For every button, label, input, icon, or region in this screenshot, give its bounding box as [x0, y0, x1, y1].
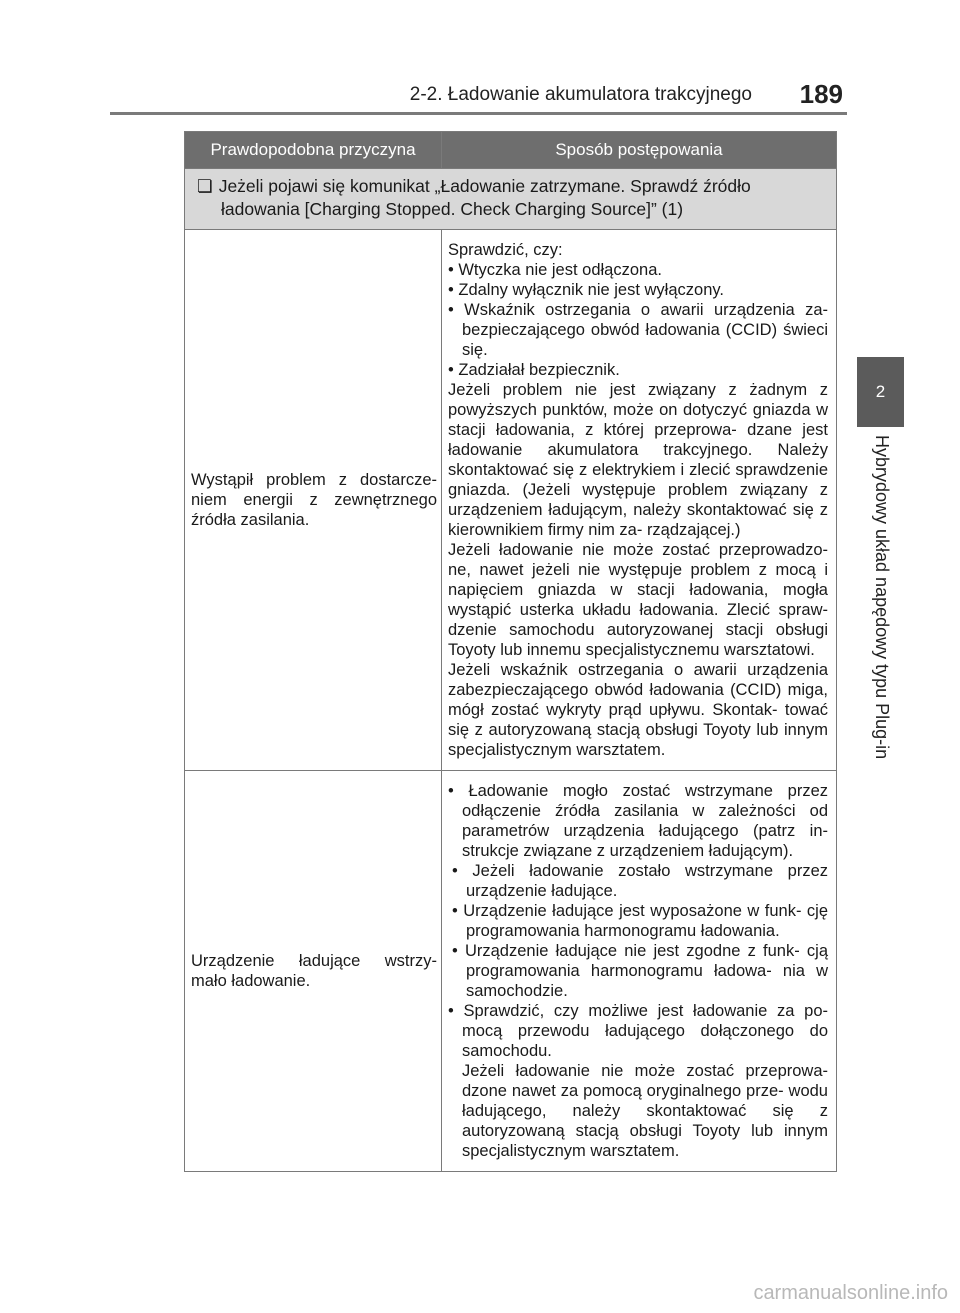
action-paragraph: Jeżeli problem nie jest związany z żadnym z powyższych punktów, może on dotyczyć gniazda w stacji ładowania, z której przeprowa- dzane jest ładowanie akumulatora trakcyjnego. Należy skontaktować się z elektrykiem i zlecić sprawdzenie gniazda. (Jeżeli występuje problem związany z urządzeniem ładującym, należy skontaktować się z kierownikiem firmy nim za- rządzającej.) [448, 381, 828, 539]
action-bullet: • Wskaźnik ostrzegania o awarii urządzenia za- bezpieczającego obwód ładowania (CCID) świeci się. [448, 301, 828, 359]
watermark: carmanualsonline.info [753, 1282, 948, 1304]
action-bullet: • Sprawdzić, czy możliwe jest ładowanie za po- mocą przewodu ładującego dołączonego do samochodu. [448, 1002, 828, 1060]
action-sub-bullet: • Urządzenie ładujące jest wyposażone w funk- cję programowania harmonogramu ładowania. [452, 902, 828, 940]
subheading-line-1: Jeżeli pojawi się komunikat „Ładowanie zatrzymane. Sprawdź źródło [218, 176, 751, 196]
chapter-number: 2 [875, 382, 886, 401]
chapter-tab [857, 357, 904, 427]
action-cell [442, 230, 837, 771]
checkbox-icon: ❏ [197, 176, 213, 196]
action-bullet: • Wtyczka nie jest odłączona. [448, 261, 662, 279]
message-subheading [185, 169, 837, 230]
action-sub-bullet: • Urządzenie ładujące nie jest zgodne z funk- cją programowania harmonogramu ładowa- nia w samochodzie. [452, 942, 828, 1000]
action-intro: Sprawdzić, czy: [448, 241, 563, 259]
subheading-line-2: ładowania [Charging Stopped. Check Charging Source]” (1) [221, 199, 684, 219]
page-header [110, 78, 847, 115]
action-paragraph: Jeżeli ładowanie nie może zostać przeprowa- dzone nawet za pomocą oryginalnego prze- wodu ładującego, należy skontaktować się z autoryzowaną stacją obsługi Toyoty lub innym specjalistycznym warsztatem. [462, 1062, 828, 1160]
action-sub-bullet: • Jeżeli ładowanie zostało wstrzymane przez urządzenie ładujące. [452, 862, 828, 900]
page-number: 189 [799, 79, 843, 109]
cause-cell: Urządzenie ładujące wstrzy- mało ładowanie. [185, 771, 442, 1172]
column-header-action: Sposób postępowania [442, 132, 837, 169]
troubleshooting-table [184, 131, 837, 1172]
action-bullet: • Ładowanie mogło zostać wstrzymane przez odłączenie źródła zasilania w zależności od parametrów urządzenia ładującego (patrz in- strukcje związane z urządzeniem ładującym). [448, 782, 828, 860]
section-title: 2-2. Ładowanie akumulatora trakcyjnego [409, 84, 752, 105]
action-paragraph: Jeżeli wskaźnik ostrzegania o awarii urządzenia zabezpieczającego obwód ładowania (CCID) miga, mógł zostać wykryty prąd upływu. Skontak- tować się z autoryzowaną stacją obsługi Toyoty lub innym specjalistycznym warsztatem. [448, 661, 828, 759]
action-cell [442, 771, 837, 1172]
table-row [185, 771, 837, 1172]
chapter-title: Hybrydowy układ napędowy typu Plug-in [872, 435, 892, 760]
cause-cell: Wystąpił problem z dostarcze- niem energii z zewnętrznego źródła zasilania. [185, 230, 442, 771]
action-bullet: • Zadziałał bezpiecznik. [448, 361, 620, 379]
table-row [185, 230, 837, 771]
table-header-row [185, 132, 837, 169]
column-header-cause: Prawdopodobna przyczyna [185, 132, 442, 169]
action-bullet: • Zdalny wyłącznik nie jest wyłączony. [448, 281, 724, 299]
action-paragraph: Jeżeli ładowanie nie może zostać przeprowadzo- ne, nawet jeżeli nie występuje problem z mocą i napięciem gniazda w stacji ładowania, mogła wystąpić usterka układu ładowania. Zlecić spraw- dzenie samochodu autoryzowanej stacji obsługi Toyoty lub innemu specjalistycznemu warsztatowi. [448, 541, 828, 659]
subheading-row [185, 169, 837, 230]
